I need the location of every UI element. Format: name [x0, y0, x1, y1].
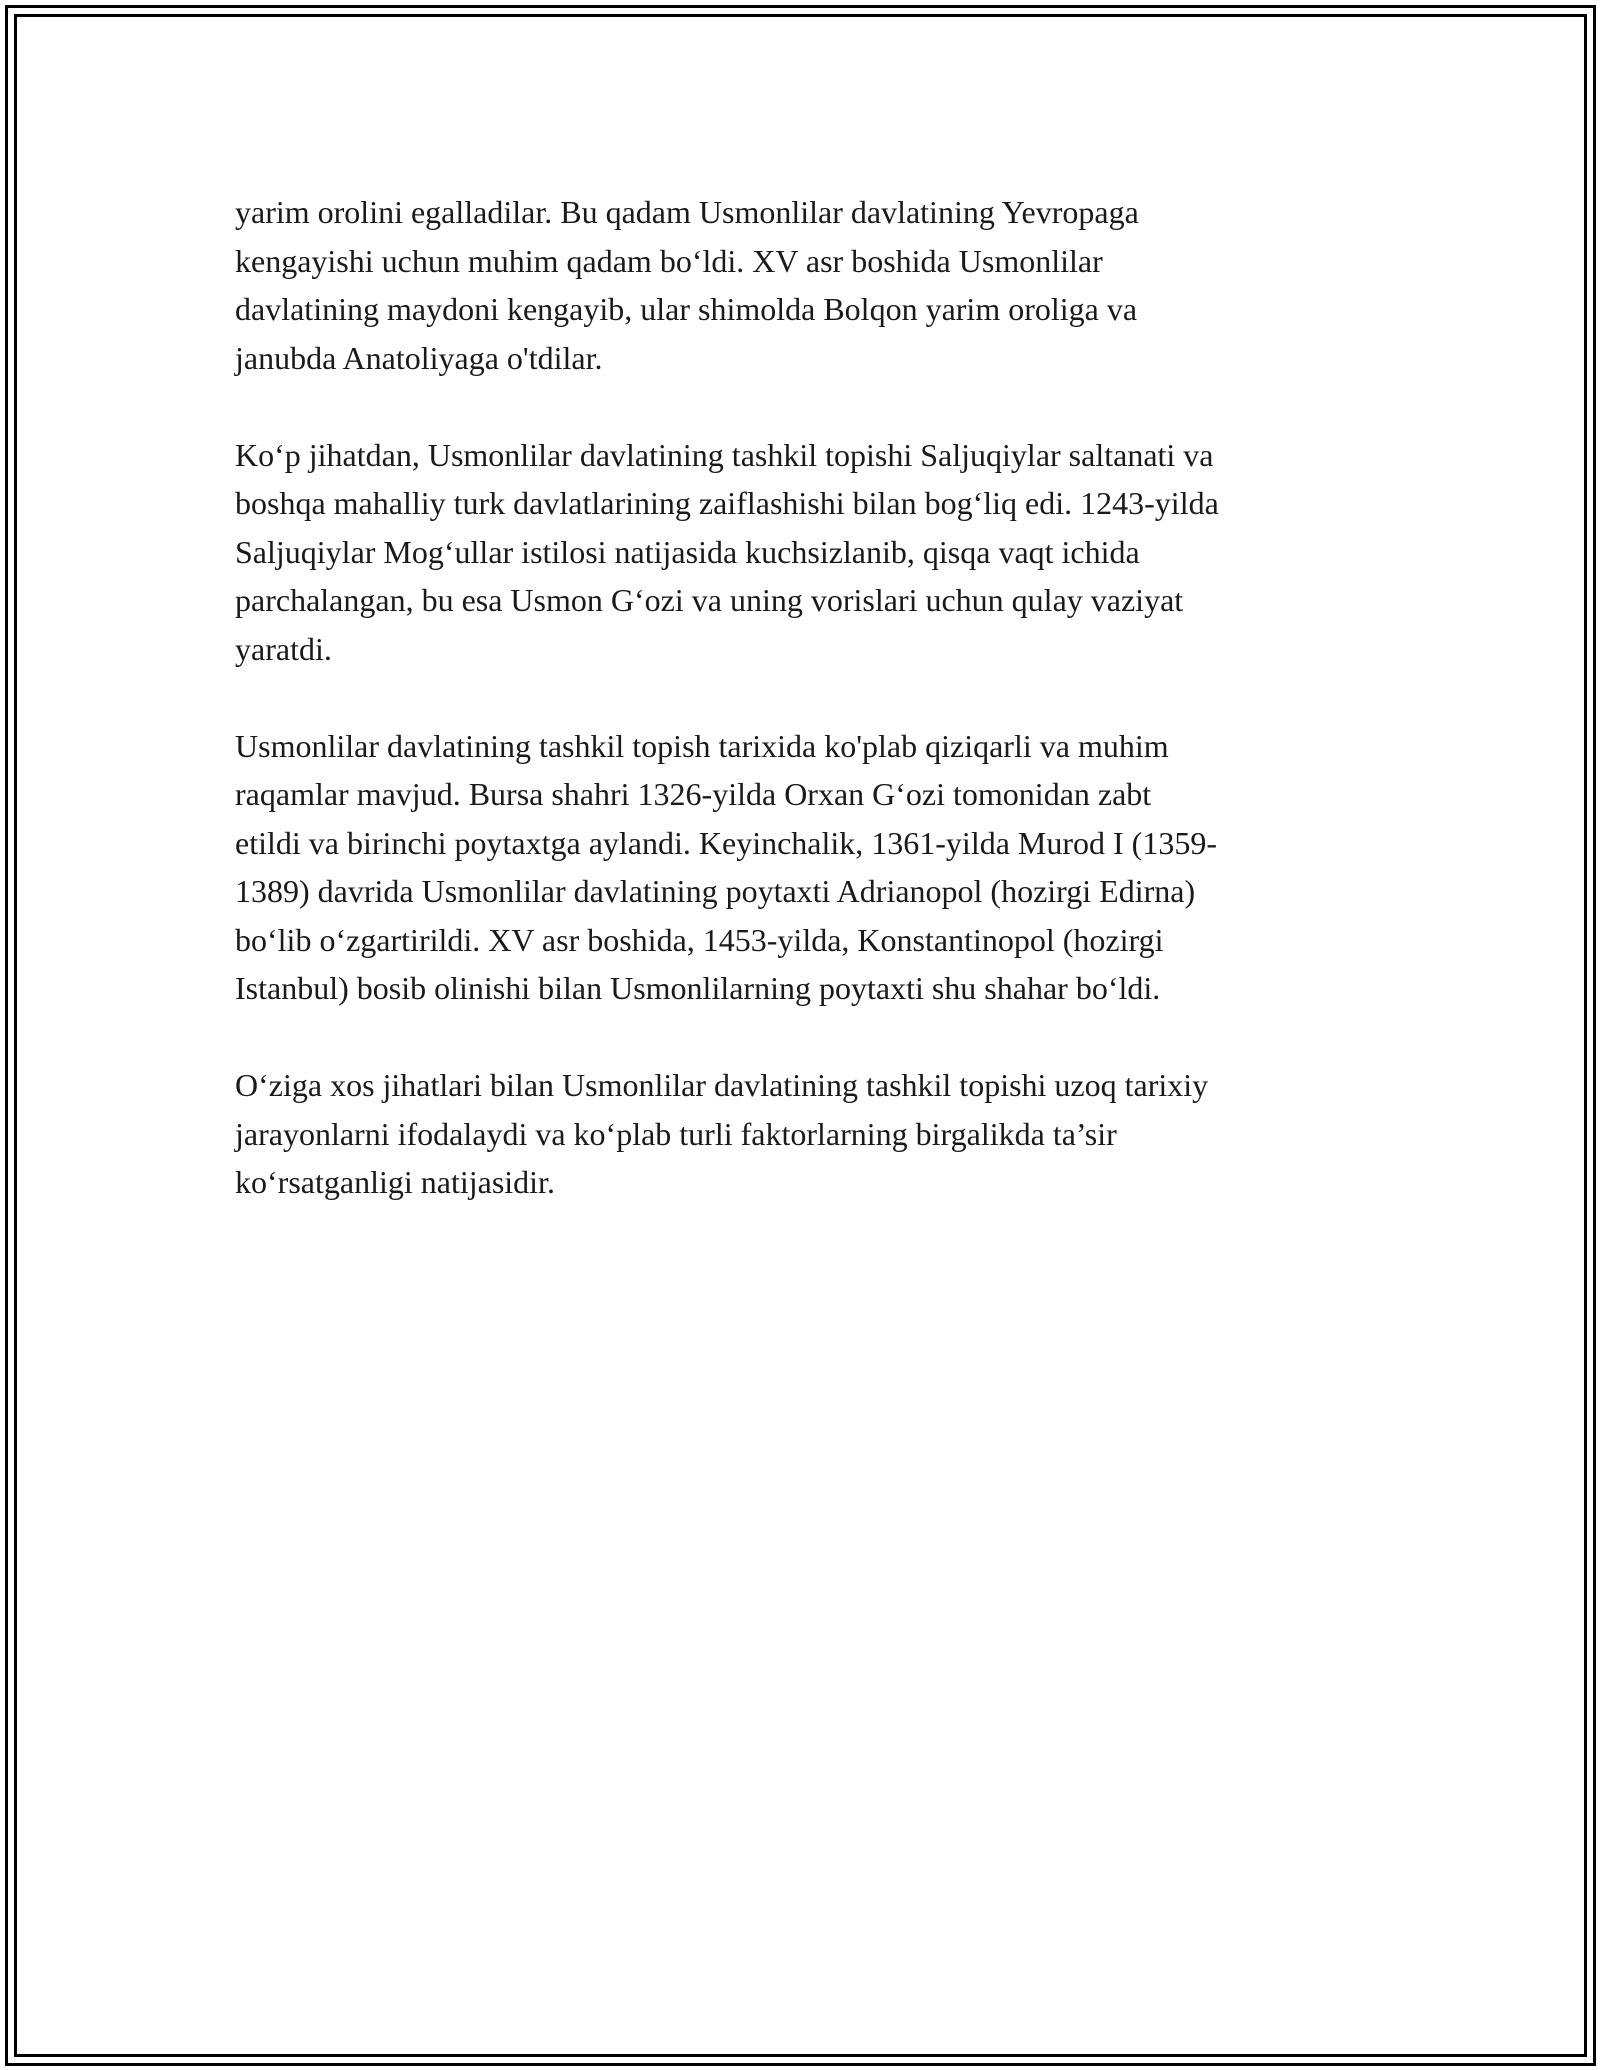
paragraph-3: Usmonlilar davlatining tashkil topish tarixida ko'plab qiziqarli va muhim raqamlar mavjud. Bursa shahri 1326-yilda Orxan G‘ozi tomonidan zabt etildi va birinchi poytaxtga aylandi. Keyinchalik, 1361-yilda Murod I (1359- 1389) davrida Usmonlilar davlatining poytaxti Adrianopol (hozirgi Edirna) bo‘lib o‘zgartirildi. XV asr boshida, 1453-yilda, Konstantinopol (hozirgi Istanbul) bosib olinishi bilan Usmonlilarning poytaxti shu shahar bo‘ldi. [235, 727, 1217, 1006]
paragraph-2: Ko‘p jihatdan, Usmonlilar davlatining tashkil topishi Saljuqiylar saltanati va boshqa mahalliy turk davlatlarining zaiflashishi bilan bog‘liq edi. 1243-yilda Saljuqiylar Mog‘ullar istilosi natijasida kuchsizlanib, qisqa vaqt ichida parchalangan, bu esa Usmon G‘ozi va uning vorislari uchun qulay vaziyat yaratdi. [235, 436, 1219, 667]
paragraph-4: O‘ziga xos jihatlari bilan Usmonlilar davlatining tashkil topishi uzoq tarixiy jarayonlarni ifodalaydi va ko‘plab turli faktorlarning birgalikda ta’sir ko‘rsatganligi natijasidir. [235, 1067, 1209, 1200]
document-body [235, 188, 1375, 1255]
paragraph-1: yarim orolini egalladilar. Bu qadam Usmonlilar davlatining Yevropaga kengayishi uchun muhim qadam bo‘ldi. XV asr boshida Usmonlilar davlatining maydoni kengayib, ular shimolda Bolqon yarim oroliga va janubda Anatoliyaga o'tdilar. [235, 194, 1139, 376]
